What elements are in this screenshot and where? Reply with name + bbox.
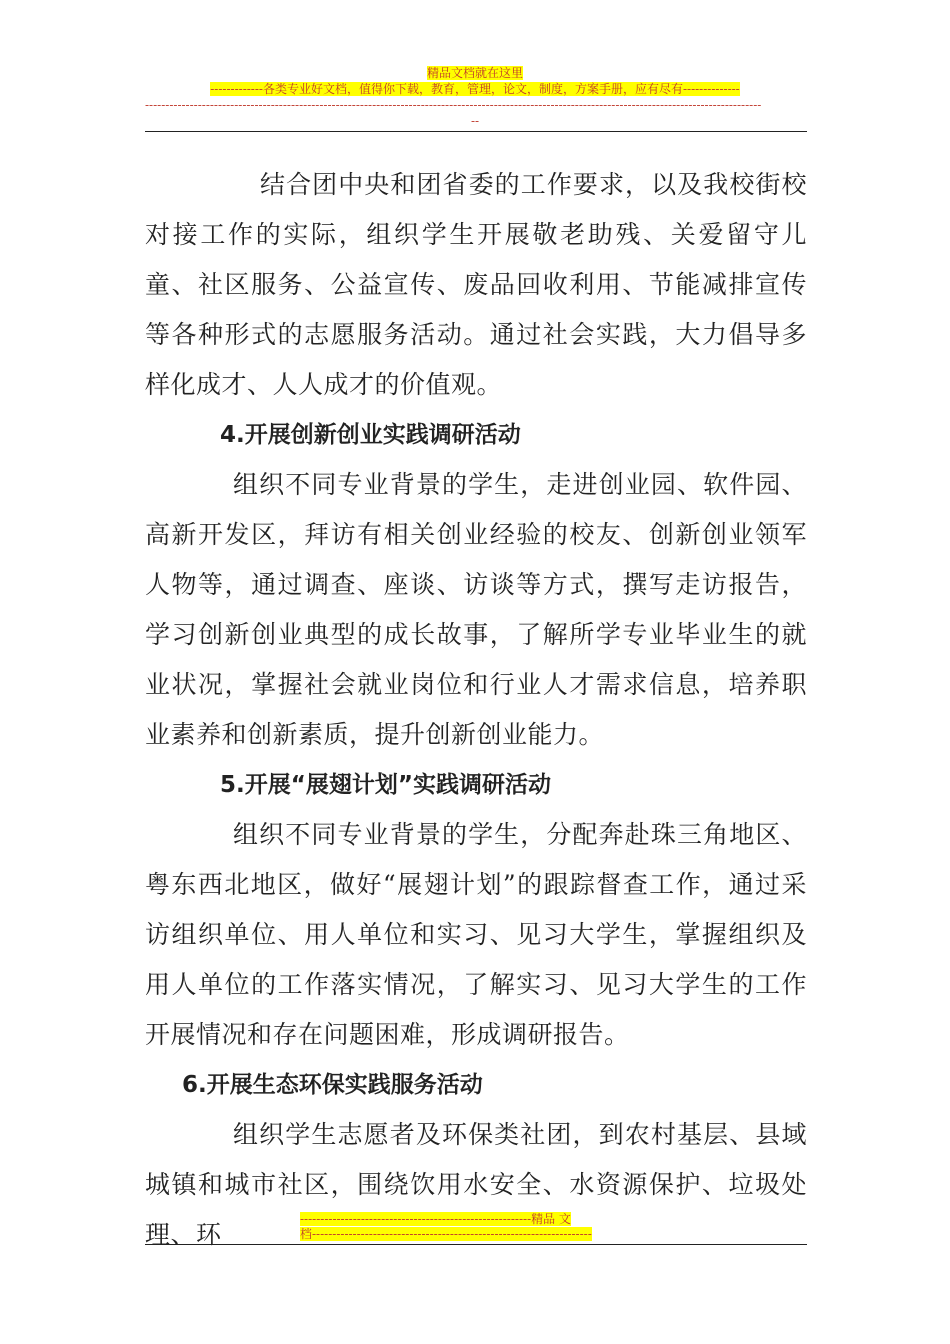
header-dash-tail: -- <box>470 114 480 128</box>
header-subtitle: -------------各类专业好文档，值得你下载，教育，管理，论文，制度，方案手册，应有尽有-------------- <box>210 82 740 96</box>
paragraph-ecology: 组织学生志愿者及环保类社团，到农村基层、县域城镇和城市社区，围绕饮用水安全、水资源保护、垃圾处理、环 <box>145 1120 807 1249</box>
heading-section-5: 5.开展“展翅计划”实践调研活动 <box>220 772 551 798</box>
page-footer <box>300 1212 660 1242</box>
header-dash-line: -------------------------------------------------------------------------------------------------------------------------------------------------------- <box>145 98 762 112</box>
header-divider <box>145 131 807 132</box>
heading-section-4: 4.开展创新创业实践调研活动 <box>220 422 521 448</box>
footer-line-1: ---------------------------------------------------------精品 文 <box>300 1212 571 1226</box>
paragraph-innovation: 组织不同专业背景的学生，走进创业园、软件园、高新开发区，拜访有相关创业经验的校友、创新创业领军人物等，通过调查、座谈、访谈等方式，撰写走访报告，学习创新创业典型的成长故事，了解所学专业毕业生的就业状况，掌握社会就业岗位和行业人才需求信息，培养职业素养和创新素质，提升创新创业能力。 <box>145 470 807 749</box>
document-body <box>145 160 807 1260</box>
heading-section-6: 6.开展生态环保实践服务活动 <box>182 1072 483 1098</box>
header-title: 精品文档就在这里 <box>426 66 523 80</box>
footer-divider <box>145 1244 807 1245</box>
footer-line-2: 档--------------------------------------------------------------------- <box>300 1227 592 1241</box>
paragraph-volunteer-service: 结合团中央和团省委的工作要求，以及我校街校对接工作的实际，组织学生开展敬老助残、关爱留守儿童、社区服务、公益宣传、废品回收利用、节能减排宣传等各种形式的志愿服务活动。通过社会实践，大力倡导多样化成才、人人成才的价值观。 <box>145 170 807 399</box>
paragraph-zhanchi: 组织不同专业背景的学生，分配奔赴珠三角地区、粤东西北地区，做好“展翅计划”的跟踪督查工作，通过采访组织单位、用人单位和实习、见习大学生，掌握组织及用人单位的工作落实情况，了解实习、见习大学生的工作开展情况和存在问题困难，形成调研报告。 <box>145 820 807 1049</box>
